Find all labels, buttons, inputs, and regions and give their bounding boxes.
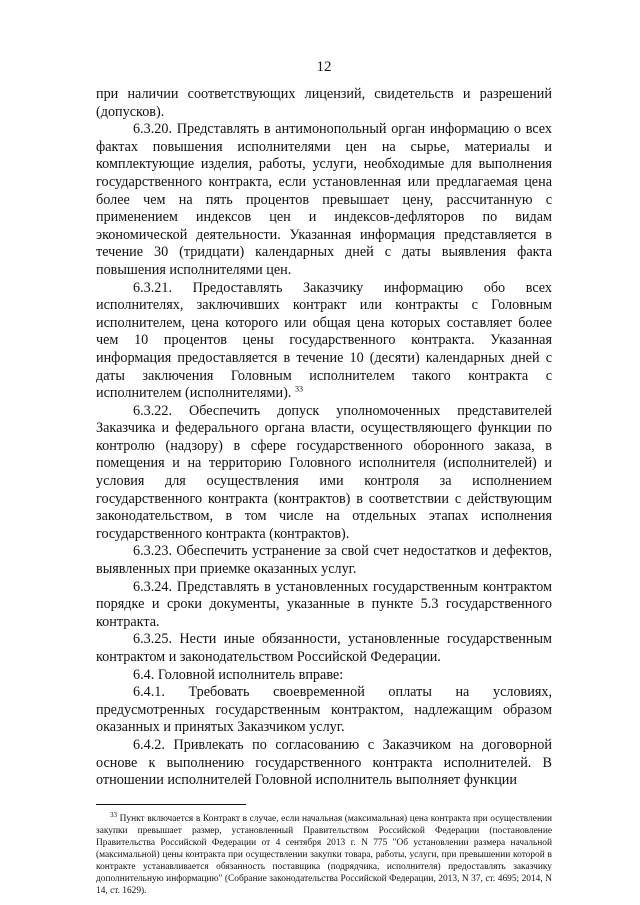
paragraph-6-3-22: 6.3.22. Обеспечить допуск уполномоченных представителей Заказчика и федерального органа власти, осуществляющего функции по контролю (надзору) в сфере государственного оборонного заказа, в помещения и на территорию Головного исполнителя (исполнителей) и условия для осуществления ими контроля за исполнением государственного контракта (контрактов) в соответствии с действующим законодательством, в том числе на отдельных этапах исполнения государственного контракта (контрактов). [96, 402, 552, 542]
body-text [96, 86, 552, 790]
paragraph-6-3-23: 6.3.23. Обеспечить устранение за свой счет недостатков и дефектов, выявленных при приемке оказанных услуг. [96, 543, 552, 578]
paragraph-6-3-25: 6.3.25. Нести иные обязанности, установленные государственным контрактом и законодательством Российской Федерации. [96, 631, 552, 665]
footnote-text: Пункт включается в Контракт в случае, если начальная (максимальная) цена контракта при осуществлении закупки превышает размер, установленный Правительством Российской Федерации (постановление Правительства Российской Федерации от 4 сентября 2013 г. N 775 "Об установлении размера начальной (максимальной) цены контракта при осуществлении закупки товара, работы, услуги, при превышении которой в контракте устанавливается обязанность поставщика (подрядчика, исполнителя) предоставлять заказчику дополнительную информацию" (Собрание законодательства Российской Федерации, 2013, N 37, ст. 4695; 2014, N 14, ст. 1629). [96, 813, 552, 896]
footnote-marker: 33 [110, 810, 117, 819]
paragraph-6-3-24: 6.3.24. Представлять в установленных государственным контрактом порядке и сроки документы, указанные в пункте 5.3 государственного контракта. [96, 578, 552, 630]
paragraph-6-3-21 [96, 280, 552, 403]
paragraph-continuation: при наличии соответствующих лицензий, свидетельств и разрешений (допусков). [96, 86, 552, 120]
paragraph-6-4: 6.4. Головной исполнитель вправе: [133, 666, 344, 683]
document-page [96, 58, 552, 897]
paragraph-6-4-1: 6.4.1. Требовать своевременной оплаты на условиях, предусмотренных государственным контрактом, надлежащим образом оказанных и принятых Заказчиком услуг. [96, 684, 552, 736]
page-number: 12 [316, 59, 332, 75]
footnote-divider [96, 804, 246, 805]
paragraph-6-4-2: 6.4.2. Привлекать по согласованию с Заказчиком на договорной основе к выполнению государственного контракта исполнителей. В отношении исполнителей Головной исполнитель выполняет функции [96, 736, 552, 789]
footnote-reference-33: 33 [294, 384, 303, 394]
paragraph-6-3-21-text: 6.3.21. Предоставлять Заказчику информацию обо всех исполнителях, заключивших контракт или контракты с Головным исполнителем, цена которого или общая цена которых составляет более чем 10 процентов цены государственного контракта. Указанная информация предоставляется в течение 10 (десяти) календарных дней с даты заключения Головным исполнителем такого контракта с исполнителем (исполнителями). [96, 279, 552, 402]
footnotes [96, 810, 552, 897]
paragraph-6-3-20: 6.3.20. Представлять в антимонопольный орган информацию о всех фактах повышения исполнителями цен на сырье, материалы и комплектующие изделия, работы, услуги, необходимые для выполнения государственного контракта, если установленная или предлагаемая цена более чем на пять процентов превышает цену, рассчитанную с применением индексов цен и индексов-дефляторов по видам экономической деятельности. Указанная информация представляется в течение 30 (тридцати) календарных дней с даты выявления факта повышения исполнителями цен. [96, 121, 552, 278]
footnote-33 [96, 810, 552, 897]
